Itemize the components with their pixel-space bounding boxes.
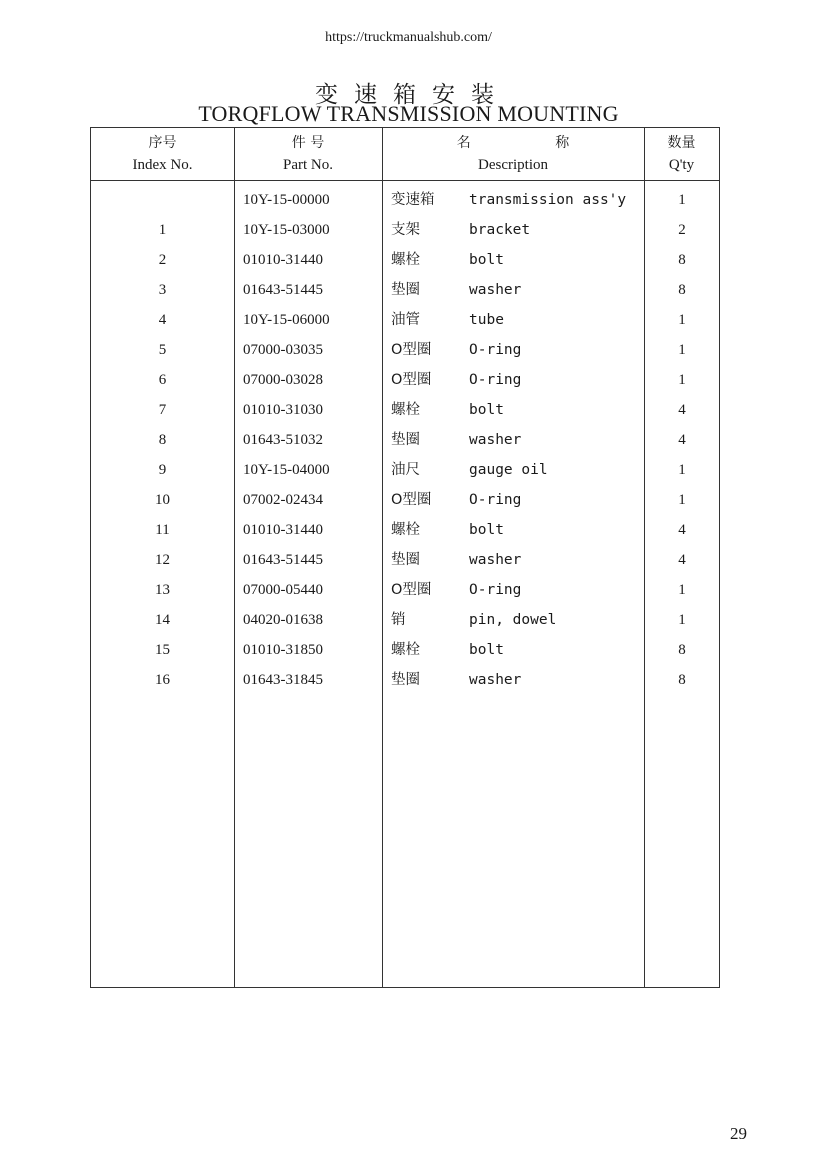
part-number-cell: 01010-31440 bbox=[243, 522, 323, 538]
index-cell: 9 bbox=[158, 462, 167, 478]
header-index-cn: 序号 bbox=[148, 135, 177, 151]
description-cn-cell: 螺栓 bbox=[391, 642, 420, 658]
header-description-en: Description bbox=[478, 157, 548, 173]
header-index-en: Index No. bbox=[132, 157, 193, 173]
quantity-cell: 1 bbox=[678, 612, 686, 628]
part-number-cell: 07000-03028 bbox=[243, 372, 323, 388]
table-row bbox=[91, 245, 719, 275]
part-number-cell: 10Y-15-06000 bbox=[243, 312, 330, 328]
table-row bbox=[91, 275, 719, 305]
table-row bbox=[91, 395, 719, 425]
quantity-cell: 1 bbox=[678, 462, 686, 478]
header-qty-en: Q'ty bbox=[668, 157, 695, 173]
table-row bbox=[91, 575, 719, 605]
part-number-cell: 01643-51445 bbox=[243, 282, 323, 298]
description-en-cell: O-ring bbox=[469, 372, 522, 388]
description-en-cell: washer bbox=[469, 432, 522, 448]
index-cell: 7 bbox=[158, 402, 167, 418]
index-cell: 3 bbox=[158, 282, 167, 298]
quantity-cell: 1 bbox=[678, 492, 686, 508]
header-part-en: Part No. bbox=[283, 157, 333, 173]
description-cn-cell: O型圈 bbox=[391, 342, 432, 358]
description-cn-cell: 垫圈 bbox=[391, 282, 420, 298]
quantity-cell: 4 bbox=[678, 402, 686, 418]
header-qty bbox=[644, 132, 719, 176]
index-cell: 14 bbox=[155, 612, 170, 628]
description-cn-cell: 油管 bbox=[391, 312, 420, 328]
index-cell: 4 bbox=[158, 312, 167, 328]
index-cell: 13 bbox=[155, 582, 170, 598]
description-cn-cell: 变速箱 bbox=[391, 192, 435, 208]
part-number-cell: 04020-01638 bbox=[243, 612, 323, 628]
description-cn-cell: O型圈 bbox=[391, 582, 432, 598]
table-row bbox=[91, 455, 719, 485]
description-en-cell: bolt bbox=[469, 402, 504, 418]
index-cell: 12 bbox=[155, 552, 170, 568]
description-en-cell: tube bbox=[469, 312, 504, 328]
description-cn-cell: O型圈 bbox=[391, 492, 432, 508]
index-cell: 11 bbox=[155, 522, 170, 538]
description-en-cell: washer bbox=[469, 672, 522, 688]
part-number-cell: 01010-31030 bbox=[243, 402, 323, 418]
index-cell: 5 bbox=[158, 342, 167, 358]
description-cn-cell: 垫圈 bbox=[391, 552, 420, 568]
header-part-cn: 件 号 bbox=[291, 135, 325, 151]
table-row bbox=[91, 365, 719, 395]
index-cell: 8 bbox=[158, 432, 167, 448]
description-cn-cell: 支架 bbox=[391, 222, 420, 238]
quantity-cell: 1 bbox=[678, 192, 686, 208]
part-number-cell: 07002-02434 bbox=[243, 492, 323, 508]
description-en-cell: O-ring bbox=[469, 342, 522, 358]
part-number-cell: 01643-51032 bbox=[243, 432, 323, 448]
index-cell: 2 bbox=[158, 252, 167, 268]
description-en-cell: O-ring bbox=[469, 492, 522, 508]
header-url: https://truckmanualshub.com/ bbox=[325, 30, 492, 45]
description-en-cell: bolt bbox=[469, 252, 504, 268]
quantity-cell: 1 bbox=[678, 582, 686, 598]
part-number-cell: 07000-03035 bbox=[243, 342, 323, 358]
page-title-english: TORQFLOW TRANSMISSION MOUNTING bbox=[198, 101, 619, 126]
description-en-cell: bracket bbox=[469, 222, 531, 238]
quantity-cell: 8 bbox=[678, 642, 686, 658]
quantity-cell: 2 bbox=[678, 222, 686, 238]
table-row bbox=[91, 185, 719, 215]
part-number-cell: 10Y-15-04000 bbox=[243, 462, 330, 478]
index-cell: 10 bbox=[155, 492, 170, 508]
quantity-cell: 1 bbox=[678, 312, 686, 328]
description-en-cell: pin, dowel bbox=[469, 612, 557, 628]
page-title-chinese: 变速箱安装 bbox=[315, 82, 510, 108]
description-cn-cell: 销 bbox=[391, 612, 406, 628]
description-en-cell: O-ring bbox=[469, 582, 522, 598]
index-cell: 16 bbox=[155, 672, 170, 688]
description-cn-cell: O型圈 bbox=[391, 372, 432, 388]
parts-table bbox=[90, 127, 720, 988]
description-cn-cell: 垫圈 bbox=[391, 432, 420, 448]
part-number-cell: 07000-05440 bbox=[243, 582, 323, 598]
table-row bbox=[91, 605, 719, 635]
description-en-cell: bolt bbox=[469, 642, 504, 658]
description-cn-cell: 螺栓 bbox=[391, 522, 420, 538]
quantity-cell: 4 bbox=[678, 522, 686, 538]
quantity-cell: 1 bbox=[678, 372, 686, 388]
index-cell: 15 bbox=[155, 642, 170, 658]
table-row bbox=[91, 305, 719, 335]
page-number: 29 bbox=[730, 1124, 747, 1143]
quantity-cell: 1 bbox=[678, 342, 686, 358]
description-en-cell: bolt bbox=[469, 522, 504, 538]
table-row bbox=[91, 335, 719, 365]
description-en-cell: washer bbox=[469, 282, 522, 298]
part-number-cell: 10Y-15-03000 bbox=[243, 222, 330, 238]
header-description-cn: 名 称 bbox=[456, 135, 610, 151]
table-row bbox=[91, 635, 719, 665]
part-number-cell: 01643-31845 bbox=[243, 672, 323, 688]
part-number-cell: 01010-31440 bbox=[243, 252, 323, 268]
part-number-cell: 01643-51445 bbox=[243, 552, 323, 568]
index-cell: 1 bbox=[158, 222, 167, 238]
description-en-cell: washer bbox=[469, 552, 522, 568]
part-number-cell: 10Y-15-00000 bbox=[243, 192, 330, 208]
quantity-cell: 4 bbox=[678, 552, 686, 568]
quantity-cell: 8 bbox=[678, 672, 686, 688]
description-cn-cell: 垫圈 bbox=[391, 672, 420, 688]
header-divider bbox=[91, 180, 719, 181]
description-en-cell: transmission ass'y bbox=[469, 192, 627, 208]
quantity-cell: 8 bbox=[678, 282, 686, 298]
header-description bbox=[382, 132, 644, 176]
table-row bbox=[91, 665, 719, 695]
part-number-cell: 01010-31850 bbox=[243, 642, 323, 658]
table-row bbox=[91, 215, 719, 245]
description-en-cell: gauge oil bbox=[469, 462, 548, 478]
table-row bbox=[91, 425, 719, 455]
header-part bbox=[234, 132, 382, 176]
table-row bbox=[91, 545, 719, 575]
header-qty-cn: 数量 bbox=[667, 135, 696, 151]
description-cn-cell: 螺栓 bbox=[391, 402, 420, 418]
description-cn-cell: 螺栓 bbox=[391, 252, 420, 268]
quantity-cell: 8 bbox=[678, 252, 686, 268]
index-cell: 6 bbox=[158, 372, 167, 388]
table-row bbox=[91, 515, 719, 545]
table-row bbox=[91, 485, 719, 515]
description-cn-cell: 油尺 bbox=[391, 462, 420, 478]
quantity-cell: 4 bbox=[678, 432, 686, 448]
header-index bbox=[91, 132, 234, 176]
